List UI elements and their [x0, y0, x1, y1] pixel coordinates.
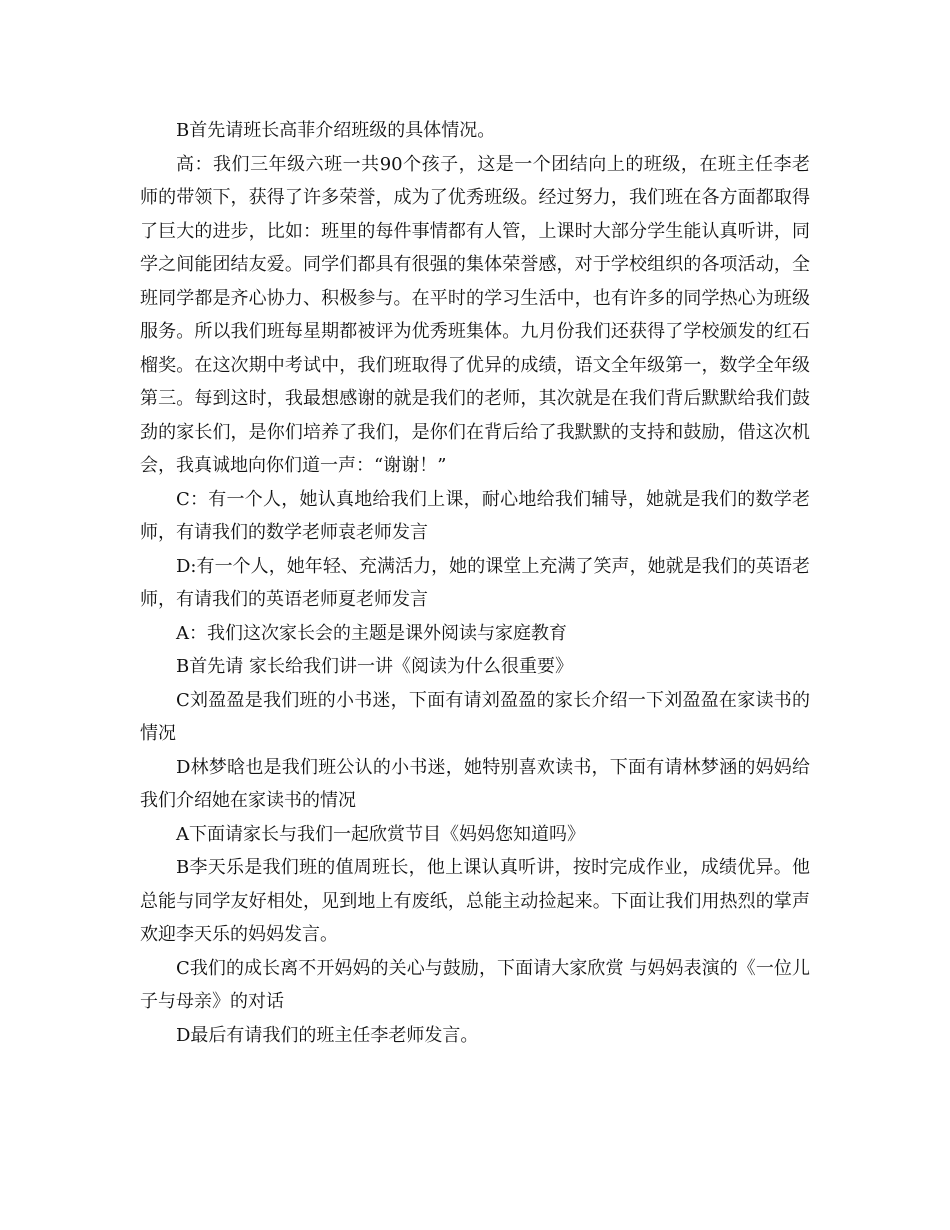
paragraph-11: C我们的成长离不开妈妈的关心与鼓励，下面请大家欣赏 与妈妈表演的《一位儿子与母亲》的对话 [140, 957, 810, 1012]
paragraph-9: A下面请家长与我们一起欣赏节目《妈妈您知道吗》 [176, 823, 585, 845]
paragraph-8: D林梦晗也是我们班公认的小书迷，她特别喜欢读书，下面有请林梦涵的妈妈给我们介绍她在家读书的情况 [140, 756, 810, 811]
paragraph-10: B李天乐是我们班的值周班长，他上课认真听讲，按时完成作业，成绩优异。他总能与同学友好相处，见到地上有废纸，总能主动捡起来。下面让我们用热烈的掌声欢迎李天乐的妈妈发言。 [140, 857, 810, 945]
paragraph-5: A：我们这次家长会的主题是课外阅读与家庭教育 [176, 622, 567, 644]
paragraph-6: B首先请 家长给我们讲一讲《阅读为什么很重要》 [176, 656, 573, 677]
paragraph-2: 高：我们三年级六班一共90个孩子，这是一个团结向上的班级，在班主任李老师的带领下，获得了许多荣誉，成为了优秀班级。经过努力，我们班在各方面都取得了巨大的进步，比如：班里的每件事情都有人管，上课时大部分学生能认真听讲，同学之间能团结友爱。同学们都具有很强的集体荣誉感，对于学校组织的各项活动，全班同学都是齐心协力、积极参与。在平时的学习生活中，也有许多的同学热心为班级服务。所以我们班每星期都被评为优秀班集体。九月份我们还获得了学校颁发的红石榴奖。在这次期中考试中，我们班取得了优异的成绩，语文全年级第一，数学全年级第三。每到这时，我最想感谢的就是我们的老师，其次就是在我们背后默默给我们鼓劲的家长们，是你们培养了我们，是你们在背后给了我默默的支持和鼓励，借这次机会，我真诚地向你们道一声：“谢谢！” [140, 153, 810, 476]
paragraph-4: D:有一个人，她年轻、充满活力，她的课堂上充满了笑声，她就是我们的英语老师，有请我们的英语老师夏老师发言 [140, 555, 810, 610]
document-body [140, 114, 810, 1052]
paragraph-1: B首先请班长高菲介绍班级的具体情况。 [176, 120, 496, 141]
paragraph-12: D最后有请我们的班主任李老师发言。 [176, 1024, 479, 1046]
paragraph-7: C刘盈盈是我们班的小书迷，下面有请刘盈盈的家长介绍一下刘盈盈在家读书的情况 [140, 689, 810, 744]
paragraph-3: C：有一个人，她认真地给我们上课，耐心地给我们辅导，她就是我们的数学老师，有请我们的数学老师袁老师发言 [140, 488, 810, 543]
